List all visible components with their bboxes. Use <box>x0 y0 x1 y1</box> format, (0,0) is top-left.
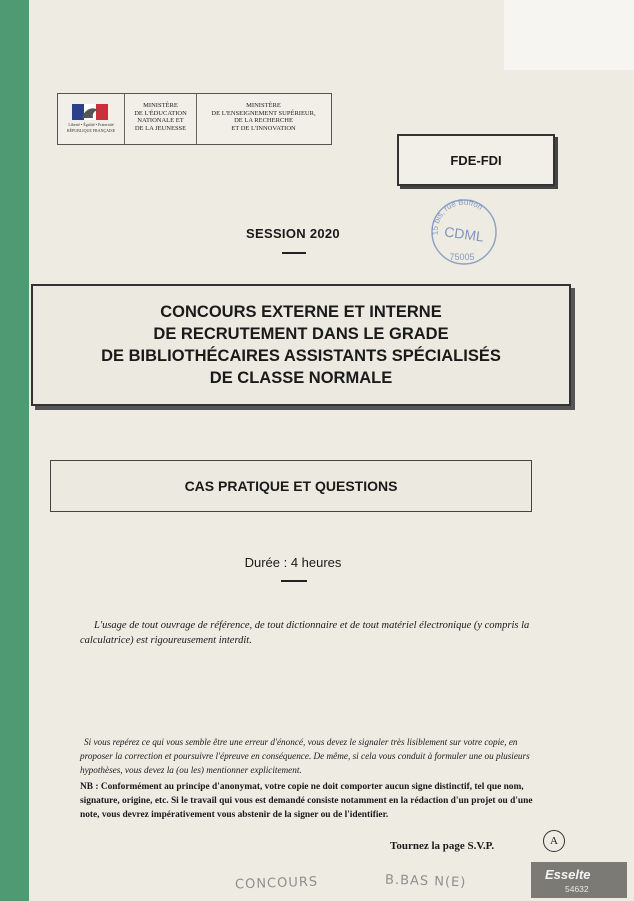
anonymity-notice: NB : Conformément au principe d'anonymat, votre copie ne doit comporter aucun signe distinctif, tel que nom, signature, origine, etc. Si le travail qui vous est demandé consiste notamment en la rédaction d'un projet ou d'une note, vous devrez impérativement vous abstenir de la signer ou de l'identifier. <box>80 782 533 820</box>
exam-code-box <box>397 134 555 186</box>
usage-notice: L'usage de tout ouvrage de référence, de tout dictionnaire et de tout matériel électronique (y compris la calculatrice) est rigoureusement interdit. <box>80 620 530 646</box>
divider <box>282 252 306 254</box>
handwritten-note-left: CONCOURS <box>234 874 319 893</box>
subject-letter: A <box>550 835 558 847</box>
error-notice: Si vous repérez ce qui vous semble être une erreur d'énoncé, vous devez le signaler très lisiblement sur votre copie, en proposer la correction et poursuivre l'épreuve en conséquence. De même, si cela vous conduit à formuler une ou plusieurs hypothèses, vous devez la (ou les) mentionner explicitement. <box>80 737 530 775</box>
stamp-name: CDML <box>443 223 485 245</box>
subject-letter-badge <box>543 830 565 852</box>
divider <box>281 580 307 582</box>
republic-motto: Liberté • Égalité • Fraternité RÉPUBLIQUE FRANÇAISE <box>66 122 116 133</box>
paper-corner-highlight <box>504 0 634 70</box>
exam-title-line: DE RECRUTEMENT DANS LE GRADE <box>153 325 449 343</box>
folder-reference: 54632 <box>565 884 589 894</box>
exam-code: FDE-FDI <box>450 152 502 168</box>
exam-title-line: DE BIBLIOTHÉCAIRES ASSISTANTS SPÉCIALISÉS <box>101 347 501 365</box>
ministry-education-label: MINISTÈRE DE L'ÉDUCATION NATIONALE ET DE LA JEUNESSE <box>125 94 197 144</box>
marianne-logo-icon <box>72 104 108 120</box>
ministry-header <box>57 93 332 145</box>
folder-edge-strip <box>0 0 29 901</box>
exam-title-line: CONCOURS EXTERNE ET INTERNE <box>160 303 442 321</box>
turn-page-label: Tournez la page S.V.P. <box>390 840 495 852</box>
handwritten-note-right: B.BAS N(E) <box>384 872 467 891</box>
duration-label: Durée : 4 heures <box>244 555 342 570</box>
session-label: SESSION 2020 <box>246 226 340 241</box>
exam-title-line: DE CLASSE NORMALE <box>209 369 393 387</box>
ministry-higher-education-label: MINISTÈRE DE L'ENSEIGNEMENT SUPÉRIEUR, DE LA RECHERCHE ET DE L'INNOVATION <box>211 102 316 132</box>
stamp-postcode: 75005 <box>449 252 475 262</box>
subject-title: CAS PRATIQUE ET QUESTIONS <box>184 478 398 494</box>
folder-label <box>531 862 627 898</box>
folder-brand: Esselte <box>545 867 591 882</box>
republic-logo <box>58 94 125 144</box>
subject-box <box>50 460 532 512</box>
cdml-stamp <box>426 195 502 269</box>
stamp-address: 15 bis, rue Buffon <box>430 197 485 236</box>
exam-title-box <box>31 284 571 406</box>
